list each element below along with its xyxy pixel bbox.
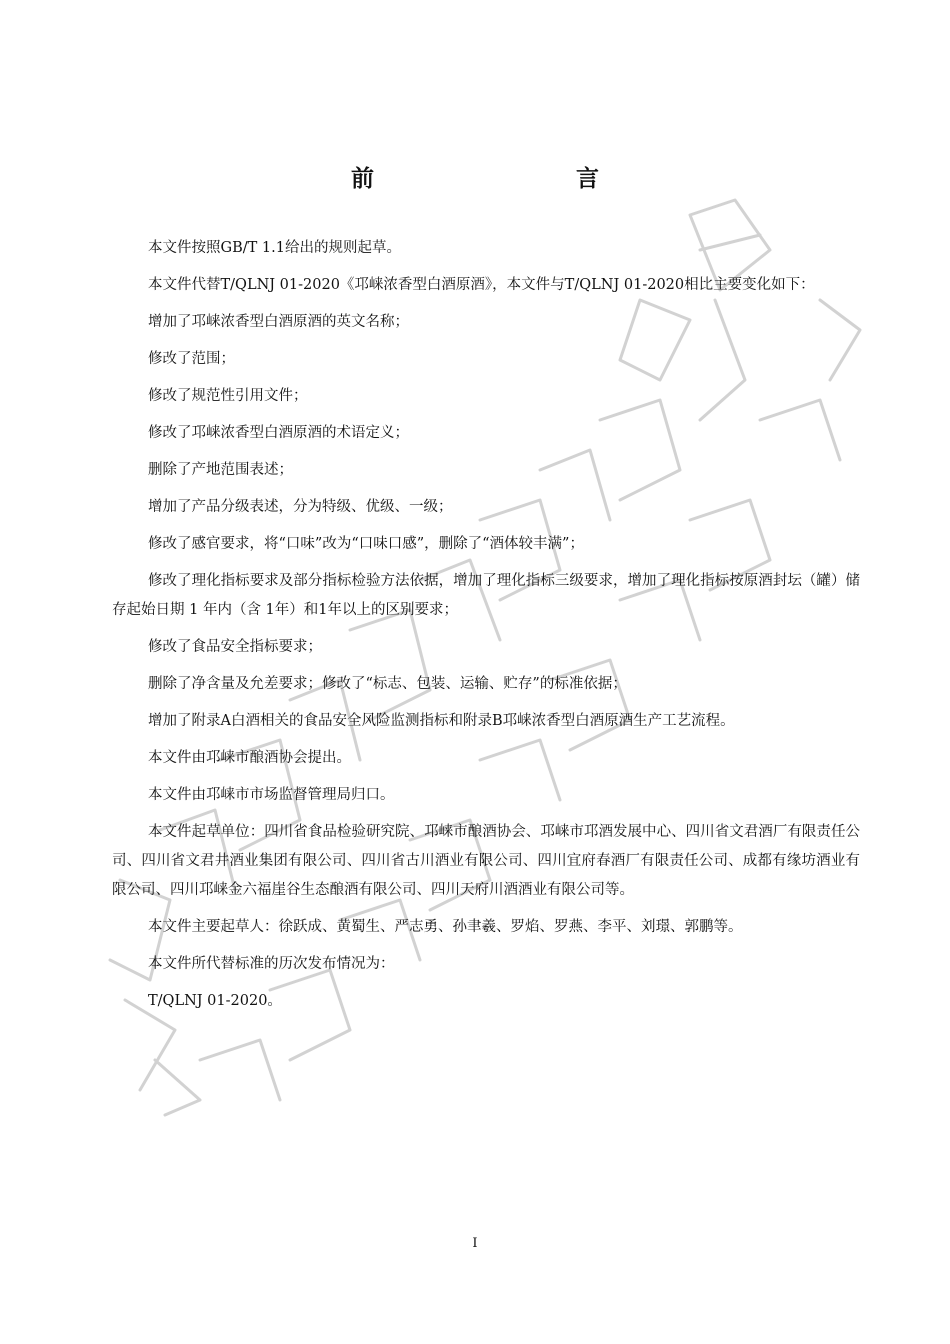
change-item: 修改了食品安全指标要求； [148,639,322,655]
paragraph-replacement: 本文件代替T/QLNJ 01-2020《邛崃浓香型白酒原酒》，本文件与T/QLNJ 01-2020相比主要变化如下： [148,277,815,293]
document-body [112,234,860,1024]
change-item: 增加了产品分级表述，分为特级、优级、一级； [148,499,453,515]
change-item: 增加了邛崃浓香型白酒原酒的英文名称； [148,314,409,330]
paragraph-administrator: 本文件由邛崃市市场监督管理局归口。 [148,787,395,803]
change-item: 修改了理化指标要求及部分指标检验方法依据，增加了理化指标三级要求，增加了理化指标按原酒封坛（罐）储存起始日期 1 年内（含 1年）和1年以上的区别要求； [112,573,860,618]
paragraph-drafting-units: 本文件起草单位：四川省食品检验研究院、邛崃市酿酒协会、邛崃市邛酒发展中心、四川省文君酒厂有限责任公司、四川省文君井酒业集团有限公司、四川省古川酒业有限公司、四川宜府春酒厂有限责任公司、成都有缘坊酒业有限公司、四川邛崃金六福崖谷生态酿酒有限公司、四川天府川酒酒业有限公司等。 [112,824,860,898]
change-item: 修改了规范性引用文件； [148,388,308,404]
change-item: 修改了感官要求，将“口味”改为“口味口感”，删除了“酒体较丰满”； [148,536,584,552]
paragraph-history-intro: 本文件所代替标准的历次发布情况为： [148,956,395,972]
paragraph-drafting-rules: 本文件按照GB/T 1.1给出的规则起草。 [148,240,401,256]
paragraph-history-item: T/QLNJ 01-2020。 [148,993,282,1009]
change-item: 修改了邛崃浓香型白酒原酒的术语定义； [148,425,409,441]
page-title: 前 言 [351,166,651,192]
change-item: 删除了净含量及允差要求；修改了“标志、包装、运输、贮存”的标准依据； [148,676,627,692]
paragraph-drafters: 本文件主要起草人：徐跃成、黄蜀生、严志勇、孙聿羲、罗焰、罗燕、李平、刘璟、郭鹏等。 [148,919,743,935]
change-item: 修改了范围； [148,351,235,367]
page-number: I [472,1236,478,1251]
paragraph-proposer: 本文件由邛崃市酿酒协会提出。 [148,750,351,766]
change-item: 增加了附录A白酒相关的食品安全风险监测指标和附录B邛崃浓香型白酒原酒生产工艺流程。 [148,713,735,729]
change-item: 删除了产地范围表述； [148,462,293,478]
